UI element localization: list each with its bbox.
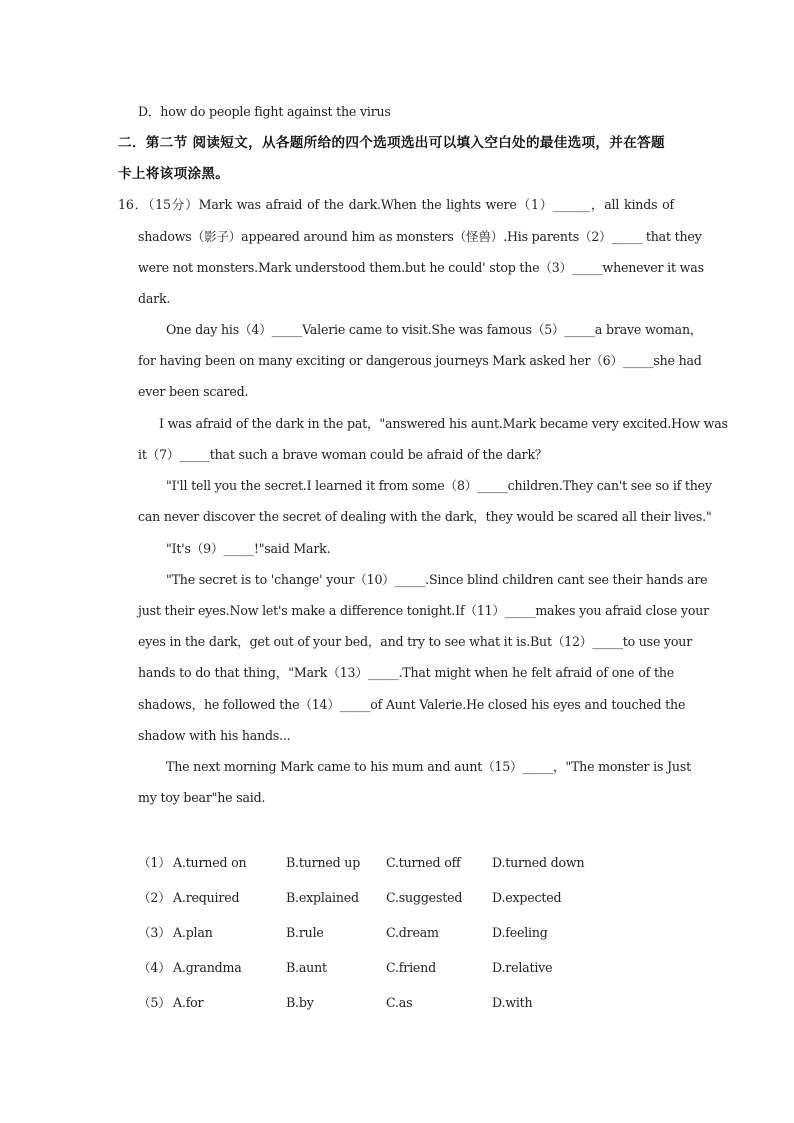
passage-line-8: I was afraid of the dark in the pat，"answered his aunt.Mark became very excited.How was <box>159 416 728 431</box>
passage-line-20: my toy bear"he said. <box>138 790 266 805</box>
passage-line-13: "The secret is to 'change' your（10）_____.Since blind children cant see their hands are <box>166 572 708 587</box>
option-b: B.by <box>286 995 314 1010</box>
option-a: A.plan <box>173 925 213 940</box>
option-a: A.for <box>173 995 204 1010</box>
prev-option-d: D．how do people fight against the virus <box>138 104 391 119</box>
passage-line-14: just their eyes.Now let's make a difference tonight.If（11）_____makes you afraid close your <box>138 603 709 618</box>
option-c: C.suggested <box>386 890 463 905</box>
option-d: D.expected <box>492 890 562 905</box>
passage-line-3: were not monsters.Mark understood them.but he could' stop the（3）_____whenever it was <box>138 260 704 275</box>
passage-line-5: One day his（4）_____Valerie came to visit.She was famous（5）_____a brave woman， <box>166 322 703 337</box>
option-a: A.turned on <box>173 855 247 870</box>
section-heading-line2: 卡上将该项涂黑。 <box>118 166 230 182</box>
option-number: （1） <box>138 855 171 870</box>
option-d: D.relative <box>492 960 553 975</box>
passage-line-19: The next morning Mark came to his mum and aunt（15）_____，"The monster is Just <box>166 759 691 774</box>
option-b: B.turned up <box>286 855 361 870</box>
passage-line-18: shadow with his hands... <box>138 728 291 743</box>
passage-line-6: for having been on many exciting or dangerous journeys Mark asked her（6）_____she had <box>138 353 702 368</box>
option-c: C.turned off <box>386 855 461 870</box>
option-c: C.as <box>386 995 413 1010</box>
option-c: C.dream <box>386 925 439 940</box>
passage-line-1: 16．（15分）Mark was afraid of the dark.When the lights were（1）______，all kinds of <box>118 197 674 212</box>
passage-line-15: eyes in the dark，get out of your bed，and try to see what it is.But（12）_____to use your <box>138 634 693 649</box>
option-number: （5） <box>138 995 171 1010</box>
option-d: D.feeling <box>492 925 548 940</box>
passage-line-16: hands to do that thing，"Mark（13）_____.That might when he felt afraid of one of the <box>138 665 674 680</box>
passage-line-7: ever been scared. <box>138 384 249 399</box>
passage-line-9: it（7）_____that such a brave woman could be afraid of the dark？ <box>138 447 548 462</box>
section-heading-line1: 二．第二节 阅读短文，从各题所给的四个选项选出可以填入空白处的最佳选项，并在答题 <box>118 135 665 151</box>
option-number: （2） <box>138 890 171 905</box>
passage-line-12: "It's（9）_____!"said Mark. <box>166 541 331 556</box>
option-number: （4） <box>138 960 171 975</box>
option-b: B.rule <box>286 925 324 940</box>
option-b: B.aunt <box>286 960 327 975</box>
passage-line-11: can never discover the secret of dealing with the dark，they would be scared all their lives." <box>138 509 712 524</box>
option-d: D.with <box>492 995 533 1010</box>
passage-line-10: "I'll tell you the secret.I learned it from some（8）_____children.They can't see so if they <box>166 478 712 493</box>
option-a: A.required <box>173 890 240 905</box>
passage-line-2: shadows（影子）appeared around him as monsters（怪兽）.His parents（2）_____ that they <box>138 229 702 244</box>
option-a: A.grandma <box>173 960 242 975</box>
passage-line-17: shadows，he followed the（14）_____of Aunt Valerie.He closed his eyes and touched the <box>138 697 686 712</box>
option-c: C.friend <box>386 960 436 975</box>
passage-line-4: dark. <box>138 291 171 306</box>
option-b: B.explained <box>286 890 359 905</box>
option-d: D.turned down <box>492 855 585 870</box>
option-number: （3） <box>138 925 171 940</box>
